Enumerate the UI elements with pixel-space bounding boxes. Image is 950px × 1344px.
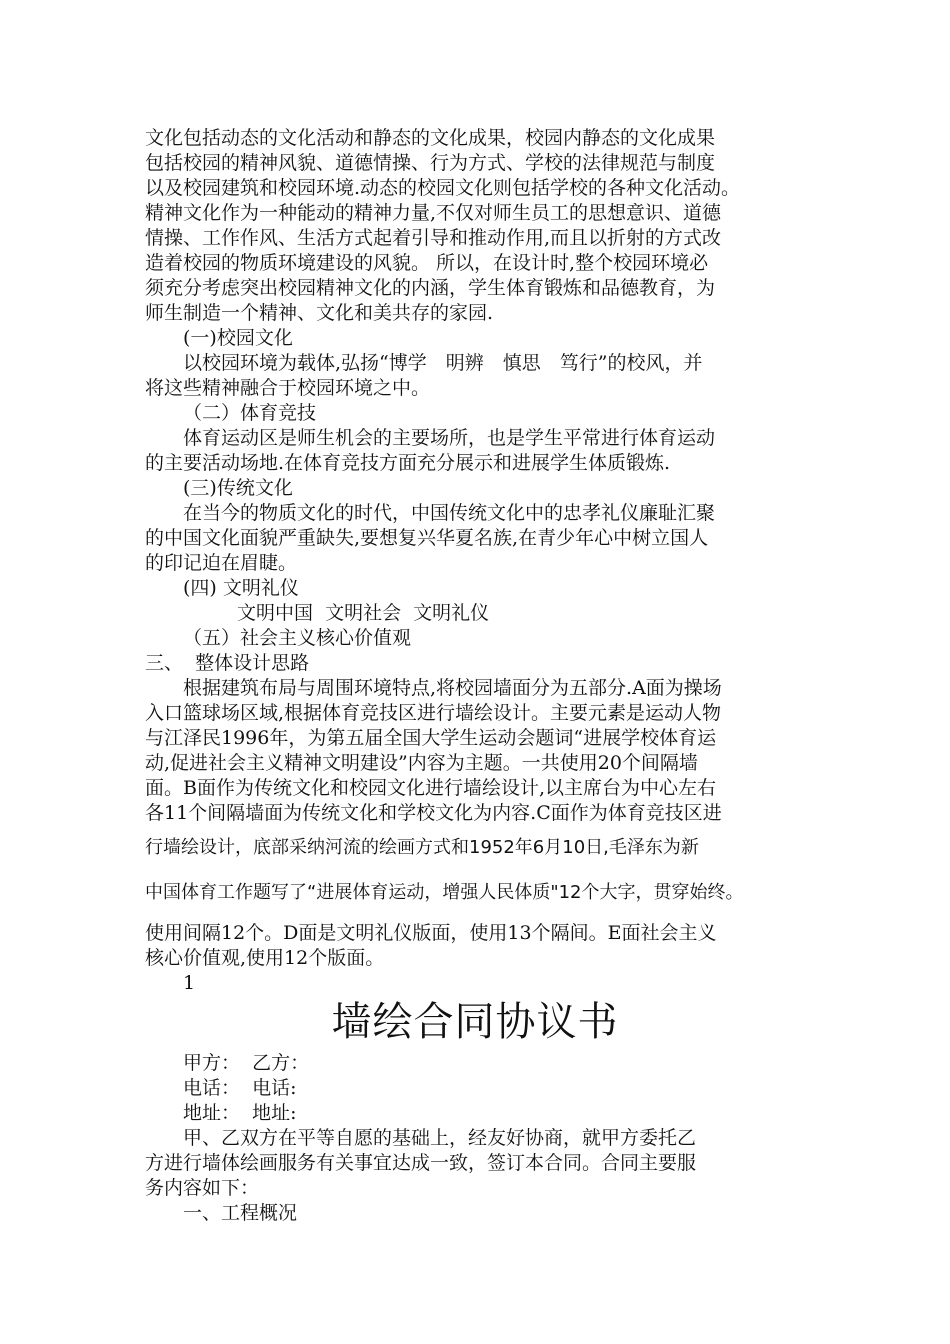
section-heading: (四) 文明礼仪 bbox=[183, 577, 299, 599]
paragraph-line: 务内容如下： bbox=[145, 1177, 260, 1199]
paragraph-line: 核心价值观,使用12个版面。 bbox=[145, 947, 385, 969]
paragraph-line: 以及校园建筑和校园环境.动态的校园文化则包括学校的各种文化活动。 bbox=[145, 177, 741, 199]
section-heading: （二）体育竞技 bbox=[183, 402, 317, 424]
paragraph-line: 文化包括动态的文化活动和静态的文化成果，校园内静态的文化成果 bbox=[145, 127, 716, 149]
paragraph-line: 在当今的物质文化的时代，中国传统文化中的忠孝礼仪廉耻汇聚 bbox=[183, 502, 716, 524]
paragraph-line: 根据建筑布局与周围环境特点,将校园墙面分为五部分.A面为操场 bbox=[183, 677, 722, 699]
paragraph-line: 的中国文化面貌严重缺失,要想复兴华夏名族,在青少年心中树立国人 bbox=[145, 527, 709, 549]
section-heading: (三)传统文化 bbox=[183, 477, 293, 499]
section-heading: （五）社会主义核心价值观 bbox=[183, 627, 412, 649]
paragraph-line: 中国体育工作题写了“进展体育运动，增强人民体质"12个大字，贯穿始终。 bbox=[145, 882, 744, 903]
contract-title: 墙绘合同协议书 bbox=[331, 999, 619, 1045]
party-line: 甲方： 乙方： bbox=[183, 1052, 310, 1074]
phone-line: 电话： 电话: bbox=[183, 1077, 297, 1099]
paragraph-line: 的主要活动场地.在体育竞技方面充分展示和进展学生体质锻炼. bbox=[145, 452, 671, 474]
paragraph-line: 情操、工作作风、生活方式起着引导和推动作用,而且以折射的方式改 bbox=[145, 227, 722, 249]
paragraph-line: 入口篮球场区域,根据体育竞技区进行墙绘设计。主要元素是运动人物 bbox=[145, 702, 722, 724]
paragraph-line: 动,促进社会主义精神文明建设”内容为主题。一共使用20个间隔墙 bbox=[145, 752, 698, 774]
paragraph-line: 文明中国 文明社会 文明礼仪 bbox=[237, 602, 490, 624]
paragraph-line: 各11个间隔墙面为传统文化和学校文化为内容.C面作为体育竞技区进 bbox=[145, 802, 722, 824]
section-heading: 三、 整体设计思路 bbox=[145, 652, 310, 674]
paragraph-line: 甲、乙双方在平等自愿的基础上，经友好协商，就甲方委托乙 bbox=[183, 1127, 697, 1149]
paragraph-line: 的印记迫在眉睫。 bbox=[145, 552, 298, 574]
address-line: 地址： 地址: bbox=[183, 1102, 297, 1124]
paragraph-line: 包括校园的精神风貌、道德情操、行为方式、学校的法律规范与制度 bbox=[145, 152, 716, 174]
paragraph-line: 行墙绘设计，底部采纳河流的绘画方式和1952年6月10日,毛泽东为新 bbox=[145, 837, 699, 858]
paragraph-line: 面。B面作为传统文化和校园文化进行墙绘设计,以主席台为中心左右 bbox=[145, 777, 717, 799]
paragraph-line: 须充分考虑突出校园精神文化的内涵，学生体育锻炼和品德教育，为 bbox=[145, 277, 716, 299]
paragraph-line: 师生制造一个精神、文化和美共存的家园. bbox=[145, 302, 494, 324]
paragraph-line: 精神文化作为一种能动的精神力量,不仅对师生员工的思想意识、道德 bbox=[145, 202, 722, 224]
page-number: 1 bbox=[183, 972, 196, 994]
section-heading: 一、工程概况 bbox=[183, 1202, 298, 1224]
paragraph-line: 方进行墙体绘画服务有关事宜达成一致，签订本合同。合同主要服 bbox=[145, 1152, 697, 1174]
paragraph-line: 与江泽民1996年，为第五届全国大学生运动会题词“进展学校体育运 bbox=[145, 727, 717, 749]
paragraph-line: 使用间隔12个。D面是文明礼仪版面，使用13个隔间。E面社会主义 bbox=[145, 922, 717, 944]
paragraph-line: 以校园环境为载体,弘扬“博学 明辨 慎思 笃行”的校风，并 bbox=[183, 352, 703, 374]
paragraph-line: 将这些精神融合于校园环境之中。 bbox=[145, 377, 431, 399]
paragraph-line: 体育运动区是师生机会的主要场所，也是学生平常进行体育运动 bbox=[183, 427, 716, 449]
paragraph-line: 造着校园的物质环境建设的风貌。 所以，在设计时,整个校园环境必 bbox=[145, 252, 709, 274]
section-heading: (一)校园文化 bbox=[183, 327, 293, 349]
